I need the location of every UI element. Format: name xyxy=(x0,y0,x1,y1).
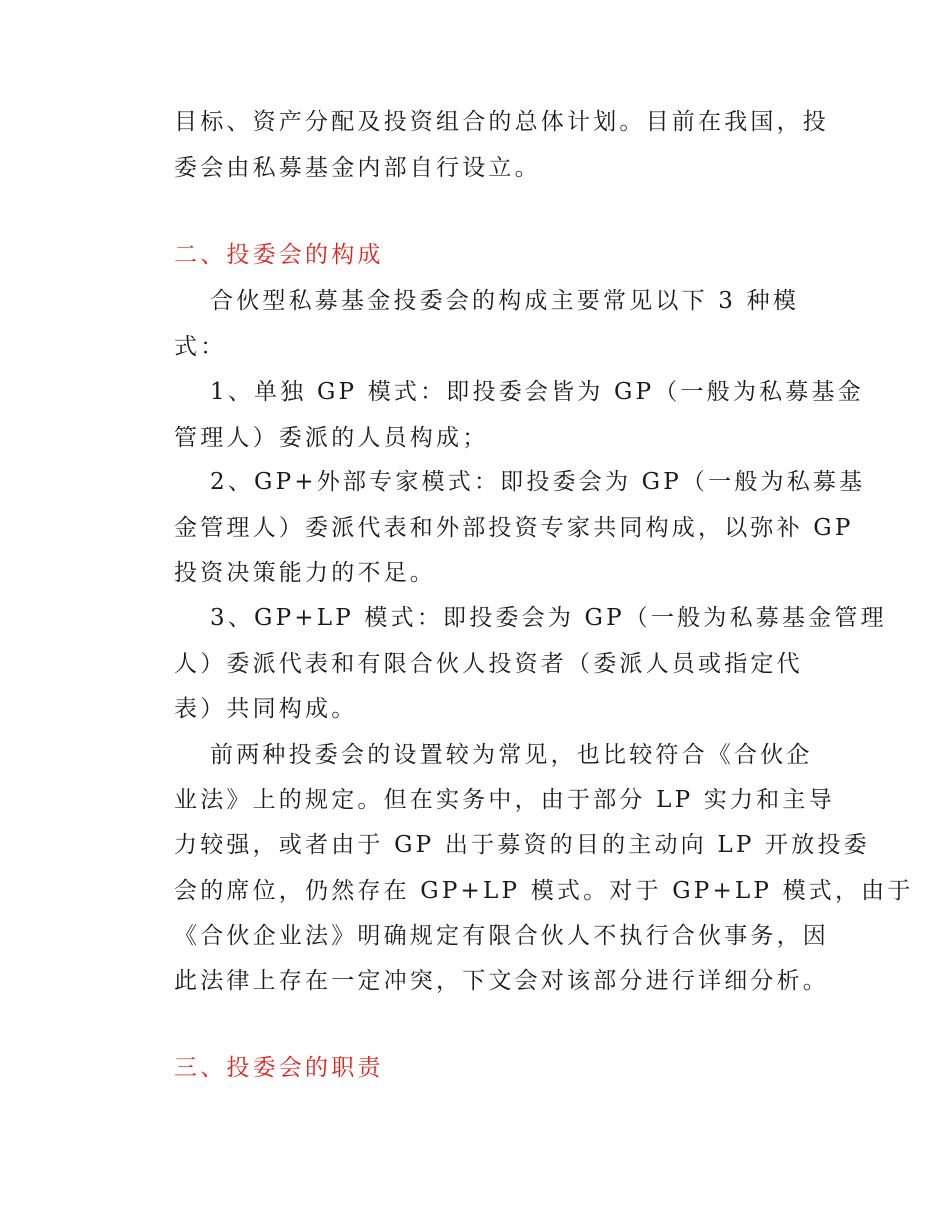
paragraph-line: 式： xyxy=(174,334,227,360)
paragraph-line: 委会由私募基金内部自行设立。 xyxy=(174,155,541,181)
section-heading: 三、投委会的职责 xyxy=(174,1055,384,1081)
list-item-line: 管理人）委派的人员构成； xyxy=(174,425,489,451)
list-item-line: 3、GP+LP 模式：即投委会为 GP（一般为私募基金管理 xyxy=(210,605,887,631)
paragraph-line: 力较强，或者由于 GP 出于募资的目的主动向 LP 开放投委 xyxy=(174,832,870,858)
paragraph-line: 会的席位，仍然存在 GP+LP 模式。对于 GP+LP 模式，由于 xyxy=(174,878,914,904)
list-item-line: 1、单独 GP 模式：即投委会皆为 GP（一般为私募基金 xyxy=(210,379,864,405)
list-item-line: 人）委派代表和有限合伙人投资者（委派人员或指定代 xyxy=(174,651,803,677)
list-item-line: 表）共同构成。 xyxy=(174,696,358,722)
paragraph-line: 合伙型私募基金投委会的构成主要常见以下 3 种模 xyxy=(210,288,800,314)
list-item-line: 2、GP+外部专家模式：即投委会为 GP（一般为私募基 xyxy=(210,469,866,495)
paragraph-line: 目标、资产分配及投资组合的总体计划。目前在我国，投 xyxy=(174,109,829,135)
list-item-line: 投资决策能力的不足。 xyxy=(174,560,436,586)
section-heading: 二、投委会的构成 xyxy=(174,242,384,268)
paragraph-line: 前两种投委会的设置较为常见，也比较符合《合伙企 xyxy=(210,742,813,768)
paragraph-line: 业法》上的规定。但在实务中，由于部分 LP 实力和主导 xyxy=(174,787,835,813)
list-item-line: 金管理人）委派代表和外部投资专家共同构成，以弥补 GP xyxy=(174,515,854,541)
paragraph-line: 此法律上存在一定冲突，下文会对该部分进行详细分析。 xyxy=(174,968,829,994)
paragraph-line: 《合伙企业法》明确规定有限合伙人不执行合伙事务，因 xyxy=(174,923,829,949)
